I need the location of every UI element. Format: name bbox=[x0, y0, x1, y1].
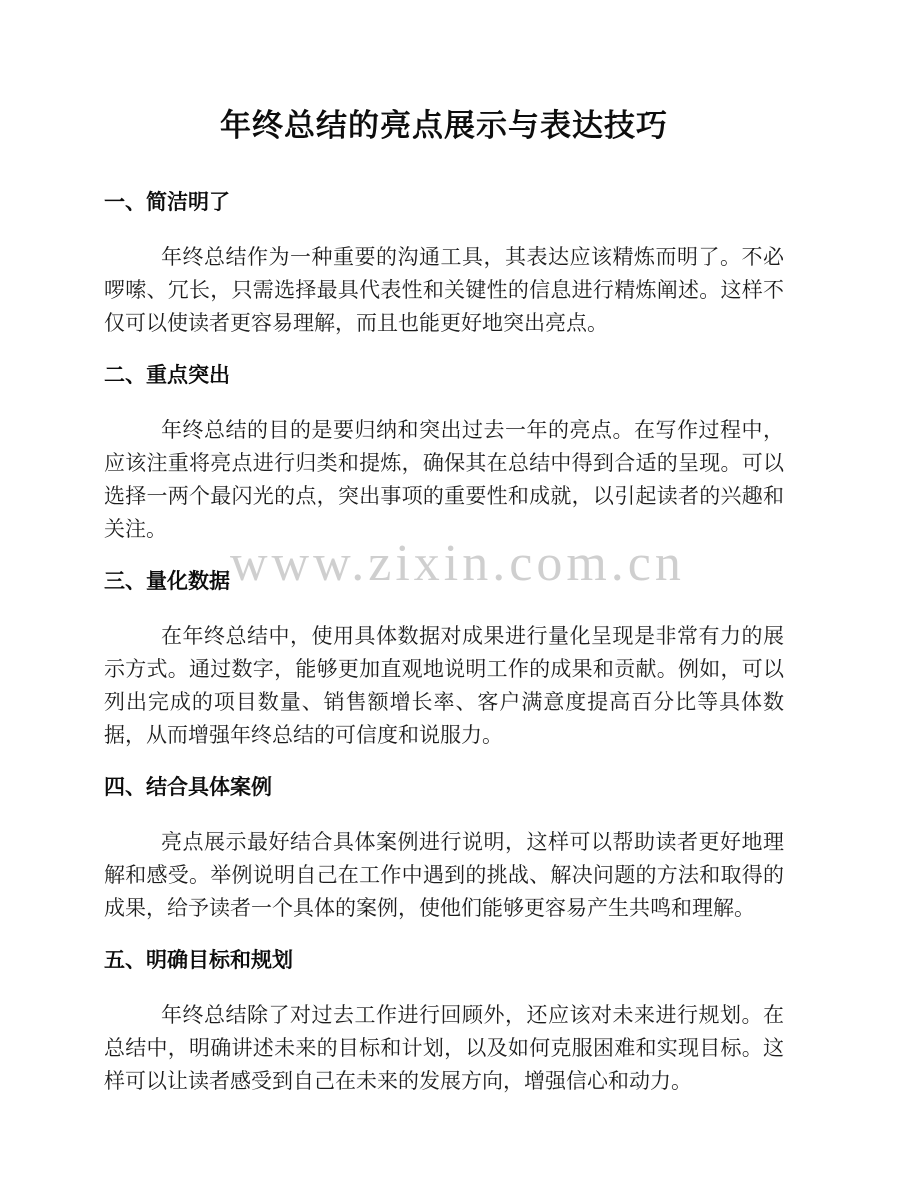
section-2 bbox=[104, 361, 784, 546]
section-1-heading: 一、简洁明了 bbox=[104, 191, 230, 214]
document-title: 年终总结的亮点展示与表达技巧 bbox=[220, 108, 668, 143]
section-3 bbox=[104, 567, 784, 752]
section-5-heading: 五、明确目标和规划 bbox=[104, 949, 293, 972]
watermark-text: www.zixin.com.cn bbox=[230, 535, 685, 592]
section-4-heading: 四、结合具体案例 bbox=[104, 776, 272, 799]
section-2-heading: 二、重点突出 bbox=[104, 364, 230, 387]
section-3-paragraph: 在年终总结中，使用具体数据对成果进行量化呈现是非常有力的展示方式。通过数字，能够更加直观地说明工作的成果和贡献。例如，可以列出完成的项目数量、销售额增长率、客户满意度提高百分比等具体数据，从而增强年终总结的可信度和说服力。 bbox=[104, 624, 784, 747]
section-2-paragraph: 年终总结的目的是要归纳和突出过去一年的亮点。在写作过程中，应该注重将亮点进行归类和提炼，确保其在总结中得到合适的呈现。可以选择一两个最闪光的点，突出事项的重要性和成就，以引起读者的兴趣和关注。 bbox=[104, 418, 784, 541]
section-3-heading: 三、量化数据 bbox=[104, 570, 230, 593]
section-5 bbox=[104, 946, 784, 1098]
section-5-paragraph: 年终总结除了对过去工作进行回顾外，还应该对未来进行规划。在总结中，明确讲述未来的目标和计划，以及如何克服困难和实现目标。这样可以让读者感受到自己在未来的发展方向，增强信心和动力。 bbox=[104, 1003, 784, 1093]
section-4-paragraph: 亮点展示最好结合具体案例进行说明，这样可以帮助读者更好地理解和感受。举例说明自己在工作中遇到的挑战、解决问题的方法和取得的成果，给予读者一个具体的案例，使他们能够更容易产生共鸣和理解。 bbox=[104, 830, 784, 920]
document-content bbox=[104, 0, 784, 1098]
section-4 bbox=[104, 773, 784, 925]
section-1 bbox=[104, 188, 784, 340]
section-1-paragraph: 年终总结作为一种重要的沟通工具，其表达应该精炼而明了。不必啰嗦、冗长，只需选择最具代表性和关键性的信息进行精炼阐述。这样不仅可以使读者更容易理解，而且也能更好地突出亮点。 bbox=[104, 245, 784, 335]
